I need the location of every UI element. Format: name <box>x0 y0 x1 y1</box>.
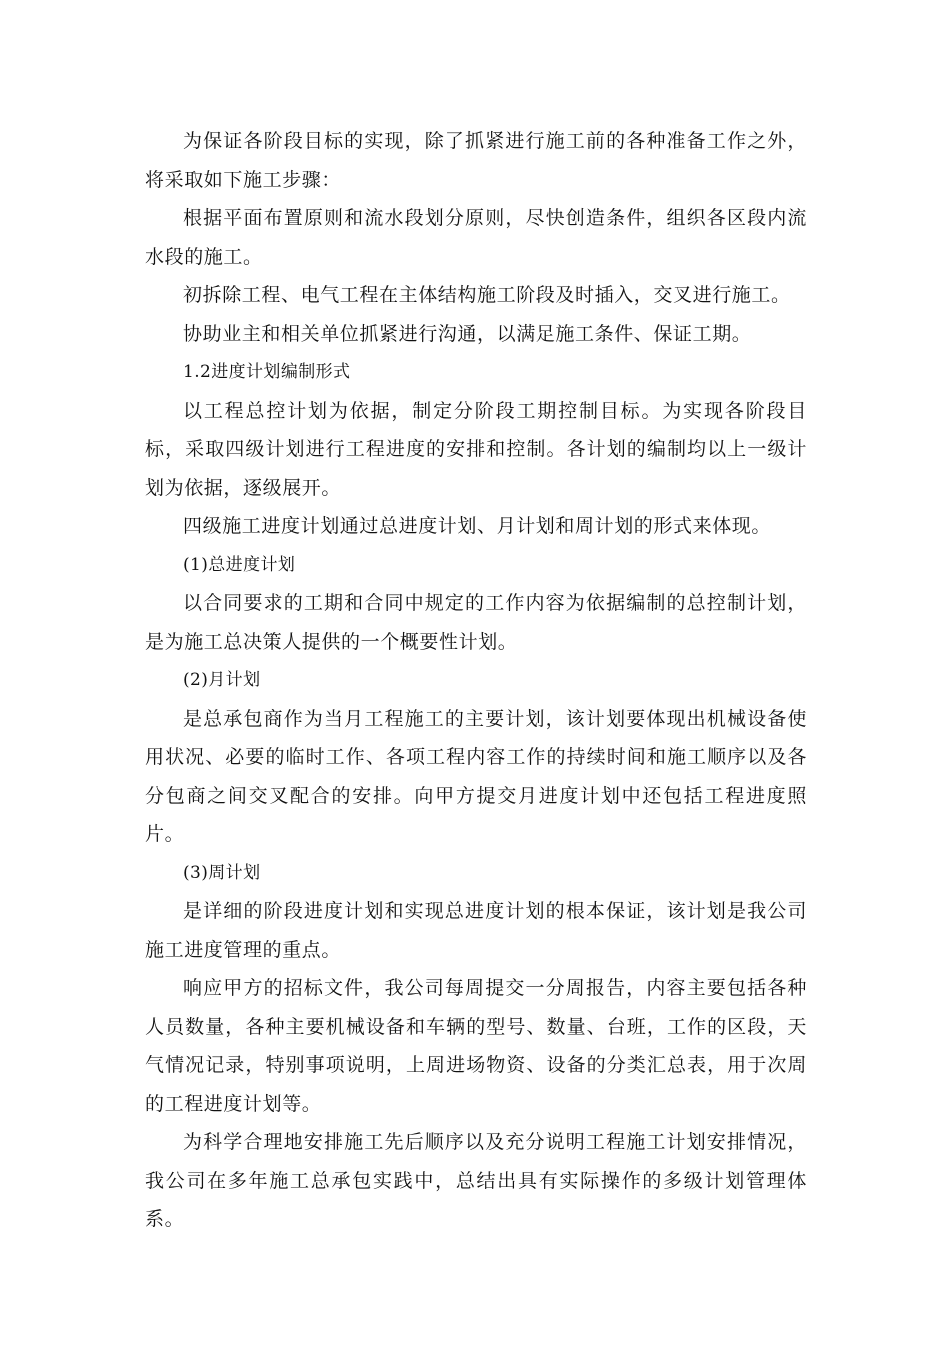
paragraph: 是总承包商作为当月工程施工的主要计划，该计划要体现出机械设备使用状况、必要的临时工作、各项工程内容工作的持续时间和施工顺序以及各分包商之间交叉配合的安排。向甲方提交月进度计划中还包括工程进度照片。 <box>145 707 807 845</box>
paragraph: 为保证各阶段目标的实现，除了抓紧进行施工前的各种准备工作之外，将采取如下施工步骤： <box>145 130 807 191</box>
paragraph: 为科学合理地安排施工先后顺序以及充分说明工程施工计划安排情况，我公司在多年施工总承包实践中，总结出具有实际操作的多级计划管理体系。 <box>145 1131 807 1230</box>
document-body <box>145 122 807 1239</box>
subsection-heading: (3)周计划 <box>183 862 261 883</box>
paragraph: 四级施工进度计划通过总进度计划、月计划和周计划的形式来体现。 <box>183 515 772 537</box>
section-heading: 1.2进度计划编制形式 <box>183 362 351 382</box>
paragraph: 以合同要求的工期和合同中规定的工作内容为依据编制的总控制计划，是为施工总决策人提供的一个概要性计划。 <box>145 592 807 653</box>
paragraph: 根据平面布置原则和流水段划分原则，尽快创造条件，组织各区段内流水段的施工。 <box>145 207 807 268</box>
paragraph: 以工程总控计划为依据，制定分阶段工期控制目标。为实现各阶段目标，采取四级计划进行工程进度的安排和控制。各计划的编制均以上一级计划为依据，逐级展开。 <box>145 399 807 499</box>
paragraph: 是详细的阶段进度计划和实现总进度计划的根本保证，该计划是我公司施工进度管理的重点。 <box>145 900 807 961</box>
paragraph: 协助业主和相关单位抓紧进行沟通，以满足施工条件、保证工期。 <box>183 322 752 345</box>
paragraph: 初拆除工程、电气工程在主体结构施工阶段及时插入，交叉进行施工。 <box>183 284 791 306</box>
subsection-heading: (1)总进度计划 <box>183 554 296 575</box>
subsection-heading: (2)月计划 <box>183 670 261 690</box>
paragraph: 响应甲方的招标文件，我公司每周提交一分周报告，内容主要包括各种人员数量，各种主要机械设备和车辆的型号、数量、台班，工作的区段，天气情况记录，特别事项说明，上周进场物资、设备的分类汇总表，用于次周的工程进度计划等。 <box>145 977 807 1115</box>
